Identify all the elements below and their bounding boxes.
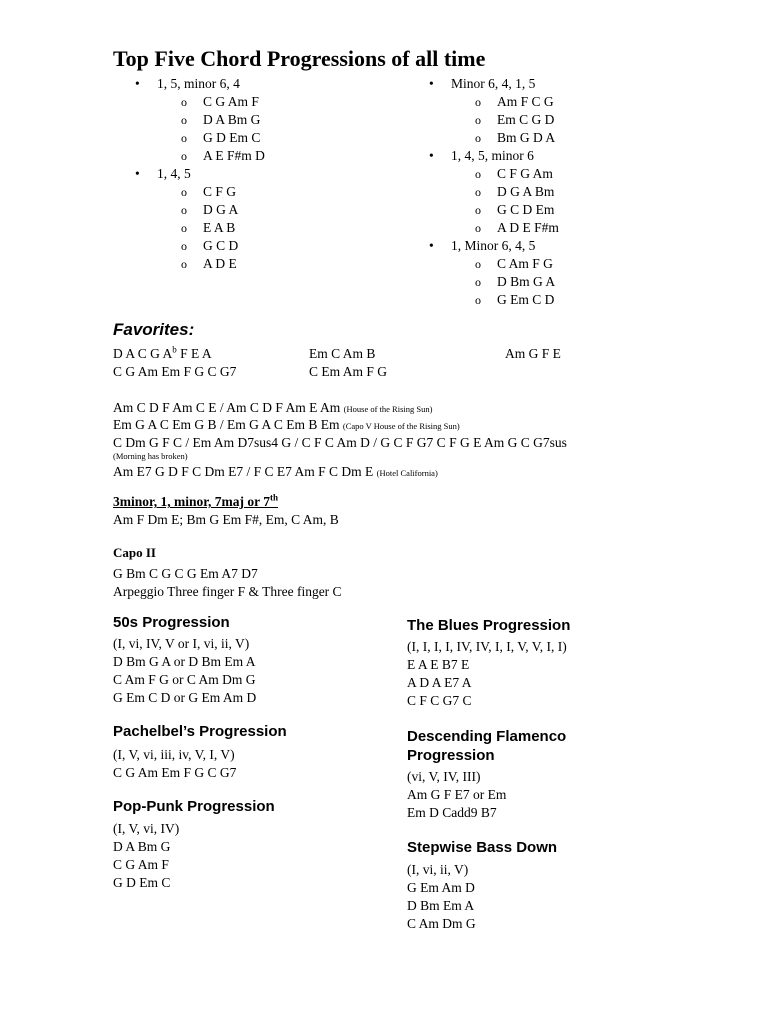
page-title: Top Five Chord Progressions of all time xyxy=(113,46,486,71)
favorites-row1-c: Am G F E xyxy=(505,346,561,361)
list-subitem: o C F G Am xyxy=(407,165,559,183)
section-line: (I, vi, IV, V or I, vi, ii, V) xyxy=(113,636,250,651)
heading-text: 3minor, 1, minor, 7maj or 7 xyxy=(113,494,271,509)
section-line: G Em C D or G Em Am D xyxy=(113,690,257,705)
section-line: Em D Cadd9 B7 xyxy=(407,805,497,820)
song-note: (Morning has broken) xyxy=(113,451,188,461)
section-line: C G Am Em F G C G7 xyxy=(113,765,237,780)
list-subitem: o C G Am F xyxy=(113,93,265,111)
section-line: C G Am F xyxy=(113,857,169,872)
title-line: Progression xyxy=(407,747,495,764)
section-body-pachelbel xyxy=(113,746,236,782)
list-subitem: o G C D Em xyxy=(407,201,559,219)
section-body-stepwise xyxy=(407,861,476,933)
list-subitem: o Em C G D xyxy=(407,111,559,129)
section-title-blues: The Blues Progression xyxy=(407,617,571,634)
title-line: Descending Flamenco xyxy=(407,728,567,745)
song-line-morning-has-broken: C Dm G F C / Em Am D7sus4 G / C F C Am D / G C F G7 C F G E Am G C G7sus xyxy=(113,435,567,450)
favorites-row2-b: C Em Am F G xyxy=(309,364,388,379)
chord-text: Am E7 G D F C Dm E7 / F C E7 Am F C Dm E xyxy=(113,464,374,479)
list-subitem: o G D Em C xyxy=(113,129,265,147)
list-subitem: o D A Bm G xyxy=(113,111,265,129)
song-note: (Capo V House of the Rising Sun) xyxy=(342,421,460,431)
section-line: D Bm G A or D Bm Em A xyxy=(113,654,256,669)
section-line: G D Em C xyxy=(113,875,171,890)
minor-section-heading xyxy=(113,493,278,511)
section-title-pop-punk: Pop-Punk Progression xyxy=(113,798,275,815)
minor-section-text: Am F Dm E; Bm G Em F#, Em, C Am, B xyxy=(113,512,339,527)
list-item: • 1, 4, 5, minor 6 xyxy=(407,147,559,165)
favorites-heading: Favorites: xyxy=(113,320,195,339)
list-subitem: o A D E xyxy=(113,255,265,273)
list-subitem: o D G A Bm xyxy=(407,183,559,201)
section-body-50s xyxy=(113,635,256,707)
heading-superscript: th xyxy=(270,492,279,503)
list-subitem: o A D E F#m xyxy=(407,219,559,237)
section-line: (I, vi, ii, V) xyxy=(407,862,469,877)
section-line: (vi, V, IV, III) xyxy=(407,769,481,784)
list-subitem: o G Em C D xyxy=(407,291,559,309)
section-body-blues xyxy=(407,638,567,710)
section-title-flamenco xyxy=(407,727,566,765)
section-line: Am G F E7 or Em xyxy=(407,787,507,802)
list-subitem: o A E F#m D xyxy=(113,147,265,165)
section-title-stepwise: Stepwise Bass Down xyxy=(407,839,558,856)
capo-line: G Bm C G C G Em A7 D7 xyxy=(113,566,258,581)
chord-text: D A C G A xyxy=(113,346,173,361)
section-line: (I, I, I, I, IV, IV, I, I, V, V, I, I) xyxy=(407,639,567,654)
list-subitem: o D Bm G A xyxy=(407,273,559,291)
list-subitem: o Bm G D A xyxy=(407,129,559,147)
list-item: • 1, 5, minor 6, 4 xyxy=(113,75,265,93)
list-subitem: o Am F C G xyxy=(407,93,559,111)
list-item: • 1, 4, 5 xyxy=(113,165,265,183)
section-line: (I, V, vi, iii, iv, V, I, V) xyxy=(113,747,235,762)
list-item: • 1, Minor 6, 4, 5 xyxy=(407,237,559,255)
list-subitem: o D G A xyxy=(113,201,265,219)
chord-text: F E A xyxy=(176,346,212,361)
song-note: (House of the Rising Sun) xyxy=(343,404,433,414)
section-title-50s: 50s Progression xyxy=(113,614,230,631)
section-title-pachelbel: Pachelbel’s Progression xyxy=(113,723,287,740)
section-body-pop-punk xyxy=(113,820,179,892)
song-note: (Hotel California) xyxy=(376,468,438,478)
list-subitem: o E A B xyxy=(113,219,265,237)
chord-text: Em G A C Em G B / Em G A C Em B Em xyxy=(113,417,340,432)
section-line: A D A E7 A xyxy=(407,675,472,690)
favorites-row2-a: C G Am Em F G C G7 xyxy=(113,364,237,379)
section-line: G Em Am D xyxy=(407,880,475,895)
capo-line: Arpeggio Three finger F & Three finger C xyxy=(113,584,342,599)
progression-list-left xyxy=(113,75,265,273)
list-subitem: o G C D xyxy=(113,237,265,255)
section-line: (I, V, vi, IV) xyxy=(113,821,180,836)
section-line: C Am F G or C Am Dm G xyxy=(113,672,256,687)
chord-text: Am C D F Am C E / Am C D F Am E Am xyxy=(113,400,341,415)
section-line: D Bm Em A xyxy=(407,898,475,913)
flat-superscript: b xyxy=(172,344,177,355)
section-line: C Am Dm G xyxy=(407,916,476,931)
progression-list-right xyxy=(407,75,559,309)
list-item: • Minor 6, 4, 1, 5 xyxy=(407,75,559,93)
list-subitem: o C Am F G xyxy=(407,255,559,273)
favorites-row1-a xyxy=(113,345,212,363)
favorites-row1-b: Em C Am B xyxy=(309,346,376,361)
section-line: D A Bm G xyxy=(113,839,171,854)
song-line-hotel-california xyxy=(113,463,438,482)
section-line: C F C G7 C xyxy=(407,693,472,708)
list-subitem: o C F G xyxy=(113,183,265,201)
section-body-flamenco xyxy=(407,768,506,822)
section-line: E A E B7 E xyxy=(407,657,470,672)
capo-heading: Capo II xyxy=(113,545,156,560)
song-line-capo-v xyxy=(113,416,460,435)
